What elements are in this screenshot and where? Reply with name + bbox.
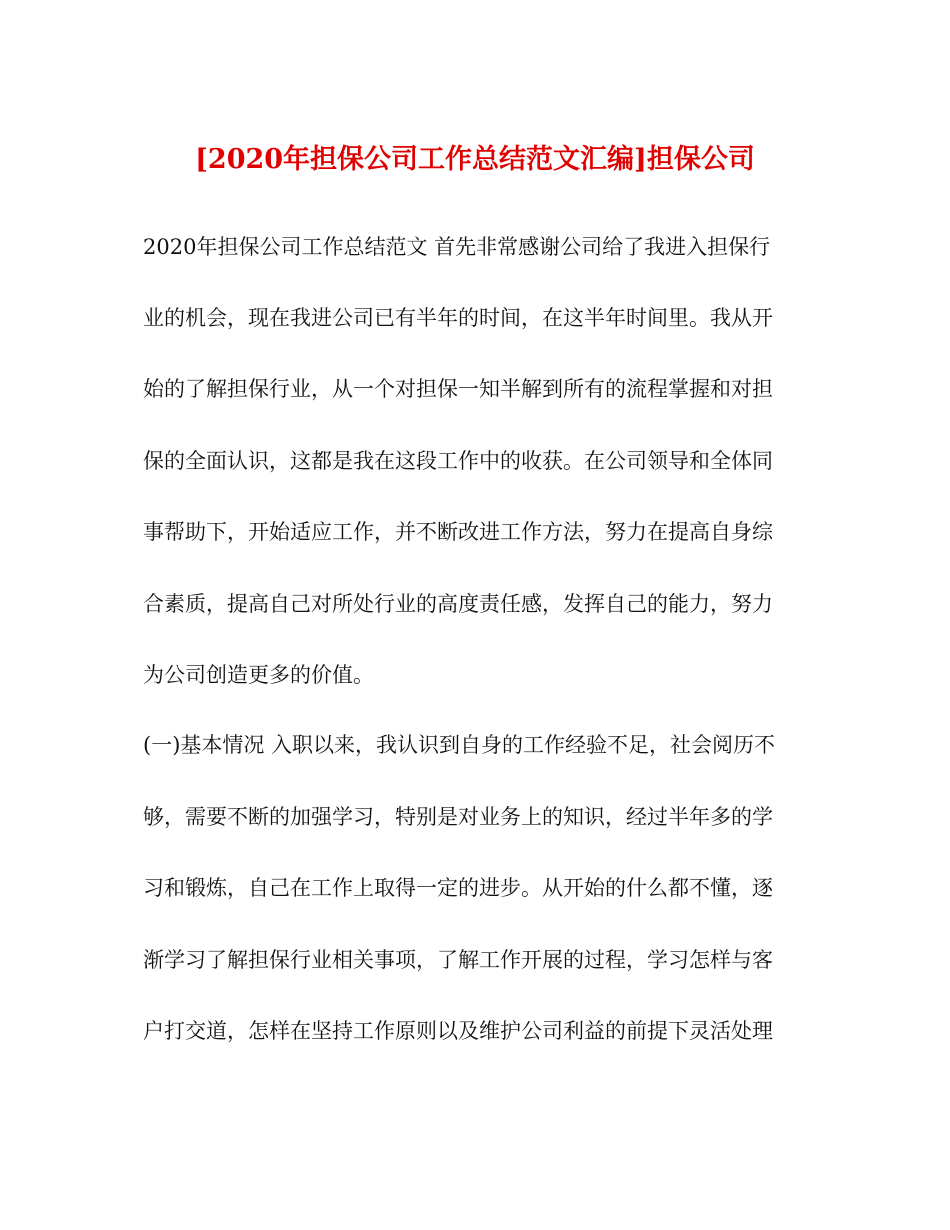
document-title: [2020年担保公司工作总结范文汇编]担保公司 (195, 144, 755, 175)
section-heading-line: (一)基本情况 入职以来，我认识到自身的工作经验不足，社会阅历不 (143, 733, 776, 757)
body-line: 为公司创造更多的价值。 (143, 663, 374, 687)
body-line: 事帮助下，开始适应工作，并不断改进工作方法，努力在提高自身综 (143, 520, 773, 544)
body-line: 保的全面认识，这都是我在这段工作中的收获。在公司领导和全体同 (143, 449, 773, 473)
body-line: 够，需要不断的加强学习，特别是对业务上的知识，经过半年多的学 (143, 805, 773, 829)
body-line: 业的机会，现在我进公司已有半年的时间，在这半年时间里。我从开 (143, 306, 773, 330)
body-line: 始的了解担保行业，从一个对担保一知半解到所有的流程掌握和对担 (143, 377, 773, 401)
body-line: 习和锻炼，自己在工作上取得一定的进步。从开始的什么都不懂，逐 (143, 876, 773, 900)
body-line: 2020年担保公司工作总结范文 首先非常感谢公司给了我进入担保行 (143, 235, 771, 259)
body-line: 户打交道，怎样在坚持工作原则以及维护公司利益的前提下灵活处理 (143, 1019, 773, 1043)
body-line: 渐学习了解担保行业相关事项，了解工作开展的过程，学习怎样与客 (143, 948, 773, 972)
body-line: 合素质，提高自己对所处行业的高度责任感，发挥自己的能力，努力 (143, 592, 773, 616)
